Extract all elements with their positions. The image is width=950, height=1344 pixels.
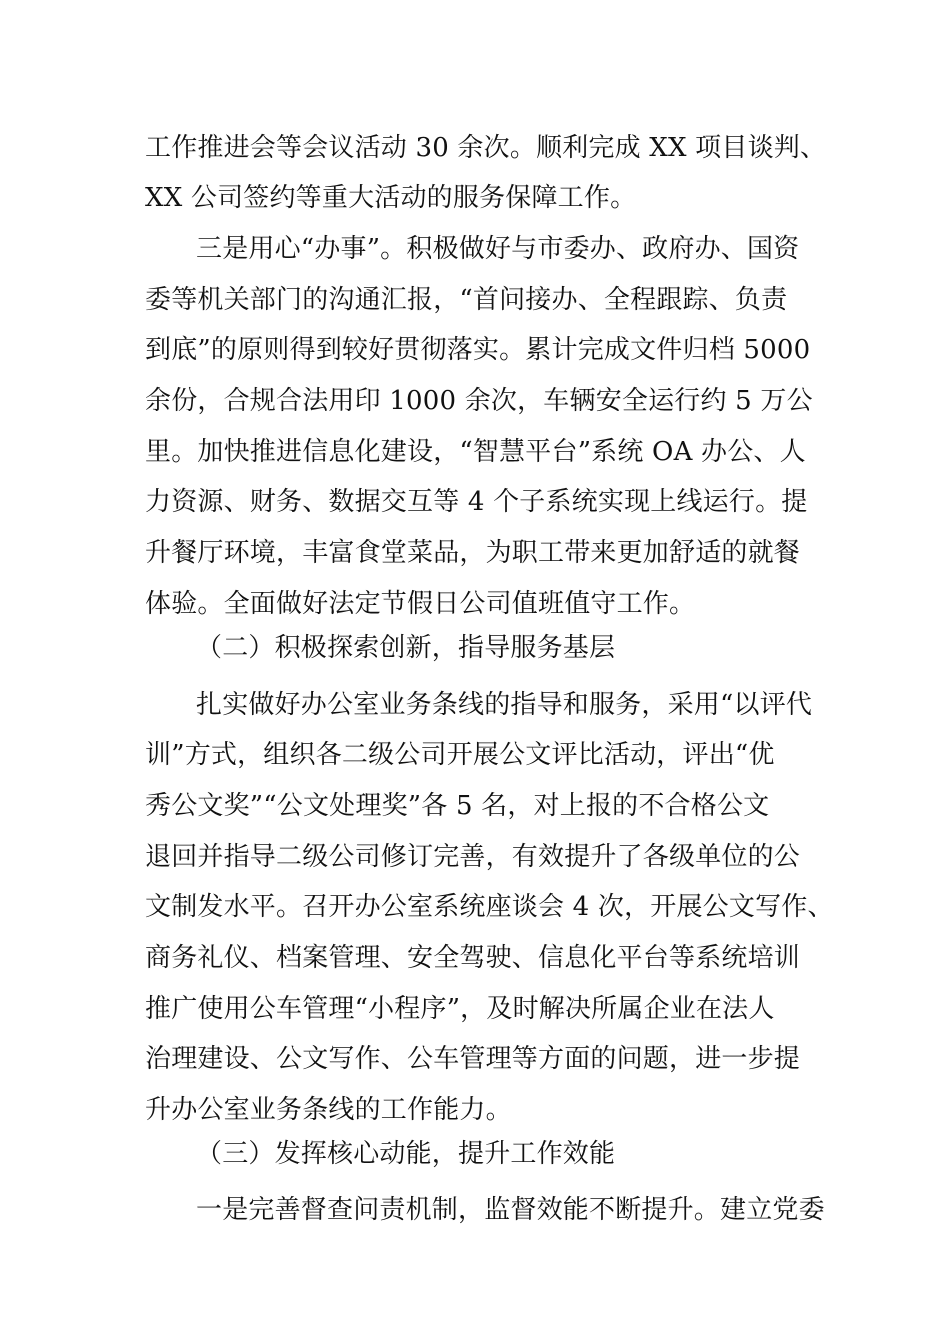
text-line: 文制发水平。召开办公室系统座谈会 4 次，开展公文写作、 <box>145 892 834 922</box>
text-line: 扎实做好办公室业务条线的指导和服务，采用“以评代 <box>196 690 813 720</box>
text-line: 推广使用公车管理“小程序”，及时解决所属企业在法人 <box>145 994 775 1024</box>
text-line: XX 公司签约等重大活动的服务保障工作。 <box>145 183 637 213</box>
text-line: 体验。全面做好法定节假日公司值班值守工作。 <box>145 589 696 619</box>
text-line: 一是完善督查问责机制，监督效能不断提升。建立党委 <box>196 1195 825 1225</box>
text-line: 商务礼仪、档案管理、安全驾驶、信息化平台等系统培训 <box>145 943 801 973</box>
text-line: 里。加快推进信息化建设，“智慧平台”系统 OA 办公、人 <box>145 437 806 467</box>
text-line: 治理建设、公文写作、公车管理等方面的问题，进一步提 <box>145 1044 801 1074</box>
text-line: 退回并指导二级公司修订完善，有效提升了各级单位的公 <box>145 842 801 872</box>
text-line: 三是用心“办事”。积极做好与市委办、政府办、国资 <box>196 234 800 264</box>
text-line: 升餐厅环境，丰富食堂菜品，为职工带来更加舒适的就餐 <box>145 538 801 568</box>
section-heading: （三）发挥核心动能，提升工作效能 <box>196 1139 616 1169</box>
text-line: 委等机关部门的沟通汇报，“首问接办、全程跟踪、负责 <box>145 285 788 315</box>
text-line: 升办公室业务条线的工作能力。 <box>145 1095 512 1125</box>
text-line: 秀公文奖”“公文处理奖”各 5 名，对上报的不合格公文 <box>145 791 770 821</box>
text-line: 余份，合规合法用印 1000 余次，车辆安全运行约 5 万公 <box>145 386 813 416</box>
text-line: 工作推进会等会议活动 30 余次。顺利完成 XX 项目谈判、 <box>145 133 827 163</box>
text-line: 到底”的原则得到较好贯彻落实。累计完成文件归档 5000 <box>145 335 811 365</box>
text-line: 训”方式，组织各二级公司开展公文评比活动，评出“优 <box>145 740 775 770</box>
section-heading: （二）积极探索创新，指导服务基层 <box>196 633 616 663</box>
text-line: 力资源、财务、数据交互等 4 个子系统实现上线运行。提 <box>145 487 808 517</box>
